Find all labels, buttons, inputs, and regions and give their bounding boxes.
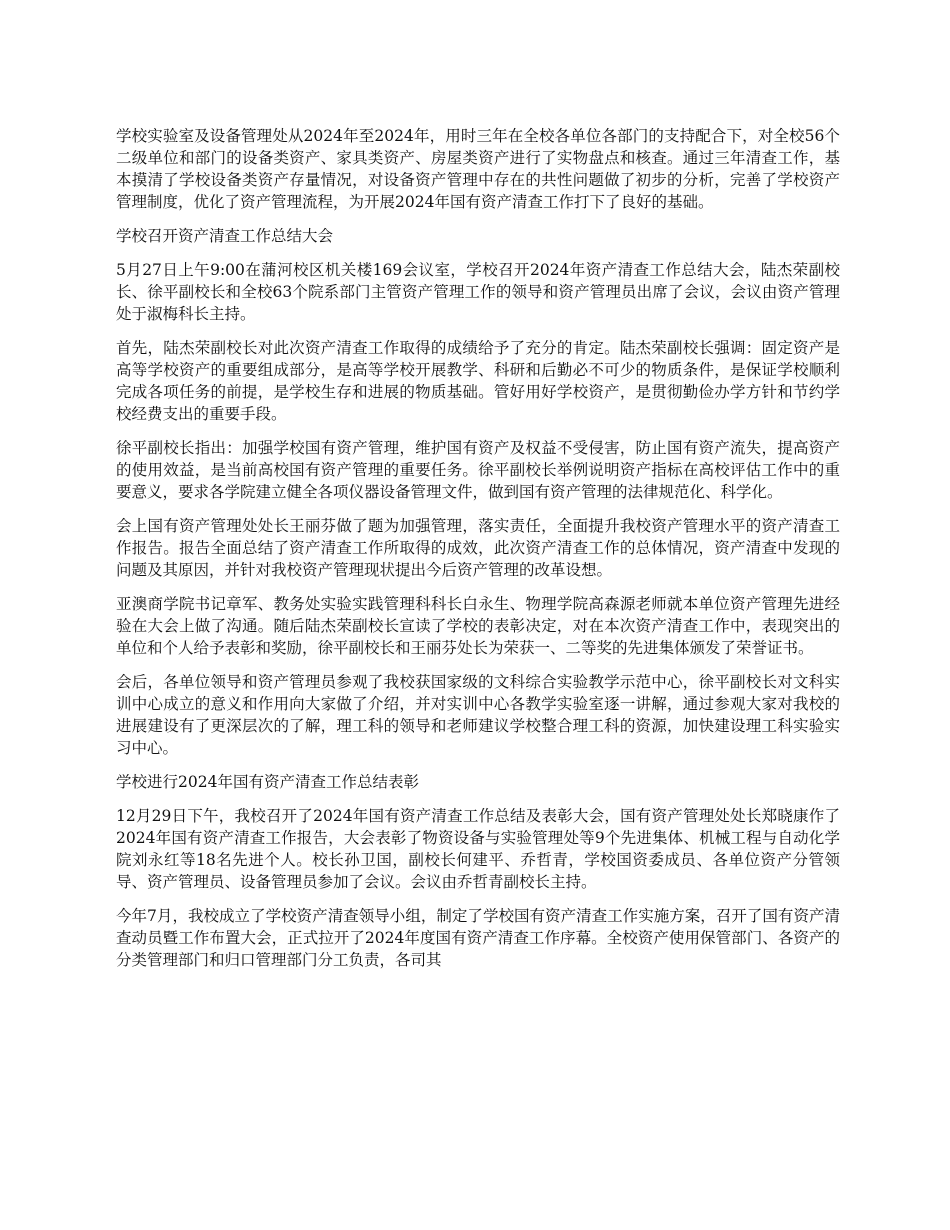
visit-paragraph: 会后，各单位领导和资产管理员参观了我校获国家级的文科综合实验教学示范中心，徐平副校长对文科实训中心成立的意义和作用向大家做了介绍，并对实训中心各教学实验室逐一讲解，通过参观大家对我校的进展建设有了更深层次的了解，理工科的领导和老师建议学校整合理工科的资源，加快建设理工科实验实习中心。 — [116, 673, 840, 757]
lu-speech-paragraph: 首先，陆杰荣副校长对此次资产清查工作取得的成绩给予了充分的肯定。陆杰荣副校长强调：固定资产是高等学校资产的重要组成部分，是高等学校开展教学、科研和后勤必不可少的物质条件，是保证学校顺利完成各项任务的前提，是学校生存和进展的物质基础。管好用好学校资产，是贯彻勤俭办学方针和节约学校经费支出的重要手段。 — [116, 339, 840, 423]
commendation-paragraph: 12月29日下午，我校召开了2024年国有资产清查工作总结及表彰大会，国有资产管理处处长郑晓康作了2024年国有资产清查工作报告，大会表彰了物资设备与实验管理处等9个先进集体、机械工程与自动化学院刘永红等18名先进个人。校长孙卫国，副校长何建平、乔哲青，学校国资委成员、各单位资产分管领导、资产管理员、设备管理员参加了会议。会议由乔哲青副校长主持。 — [116, 807, 840, 891]
exchange-paragraph: 亚澳商学院书记章军、教务处实验实践管理科科长白永生、物理学院高森源老师就本单位资产管理先进经验在大会上做了沟通。随后陆杰荣副校长宣读了学校的表彰决定，对在本次资产清查工作中，表现突出的单位和个人给予表彰和奖励，徐平副校长和王丽芬处长为荣获一、二等奖的先进集体颁发了荣誉证书。 — [116, 595, 840, 657]
intro-paragraph: 学校实验室及设备管理处从2024年至2024年，用时三年在全校各单位各部门的支持配合下，对全校56个二级单位和部门的设备类资产、家具类资产、房屋类资产进行了实物盘点和核查。通过三年清查工作，基本摸清了学校设备类资产存量情况，对设备资产管理中存在的共性问题做了初步的分析，完善了学校资产管理制度，优化了资产管理流程，为开展2024年国有资产清查工作打下了良好的基础。 — [116, 127, 840, 211]
section-heading-summary-meeting: 学校召开资产清查工作总结大会 — [116, 227, 334, 245]
meeting-paragraph: 5月27日上午9:00在蒲河校区机关楼169会议室，学校召开2024年资产清查工作总结大会，陆杰荣副校长、徐平副校长和全校63个院系部门主管资产管理工作的领导和资产管理员出席了会议，会议由资产管理处于淑梅科长主持。 — [116, 261, 840, 323]
section-heading-commendation: 学校进行2024年国有资产清查工作总结表彰 — [116, 773, 419, 791]
document-body — [116, 125, 840, 983]
xu-speech-paragraph: 徐平副校长指出：加强学校国有资产管理，维护国有资产及权益不受侵害，防止国有资产流失，提高资产的使用效益，是当前高校国有资产管理的重要任务。徐平副校长举例说明资产指标在高校评估工作中的重要意义，要求各学院建立健全各项仪器设备管理文件，做到国有资产管理的法律规范化、科学化。 — [116, 439, 840, 501]
july-paragraph: 今年7月，我校成立了学校资产清查领导小组，制定了学校国有资产清查工作实施方案，召开了国有资产清查动员暨工作布置大会，正式拉开了2024年度国有资产清查工作序幕。全校资产使用保管部门、各资产的分类管理部门和归口管理部门分工负责，各司其 — [116, 907, 840, 969]
report-paragraph: 会上国有资产管理处处长王丽芬做了题为加强管理，落实责任，全面提升我校资产管理水平的资产清查工作报告。报告全面总结了资产清查工作所取得的成效，此次资产清查工作的总体情况，资产清查中发现的问题及其原因，并针对我校资产管理现状提出今后资产管理的改革设想。 — [116, 517, 840, 579]
